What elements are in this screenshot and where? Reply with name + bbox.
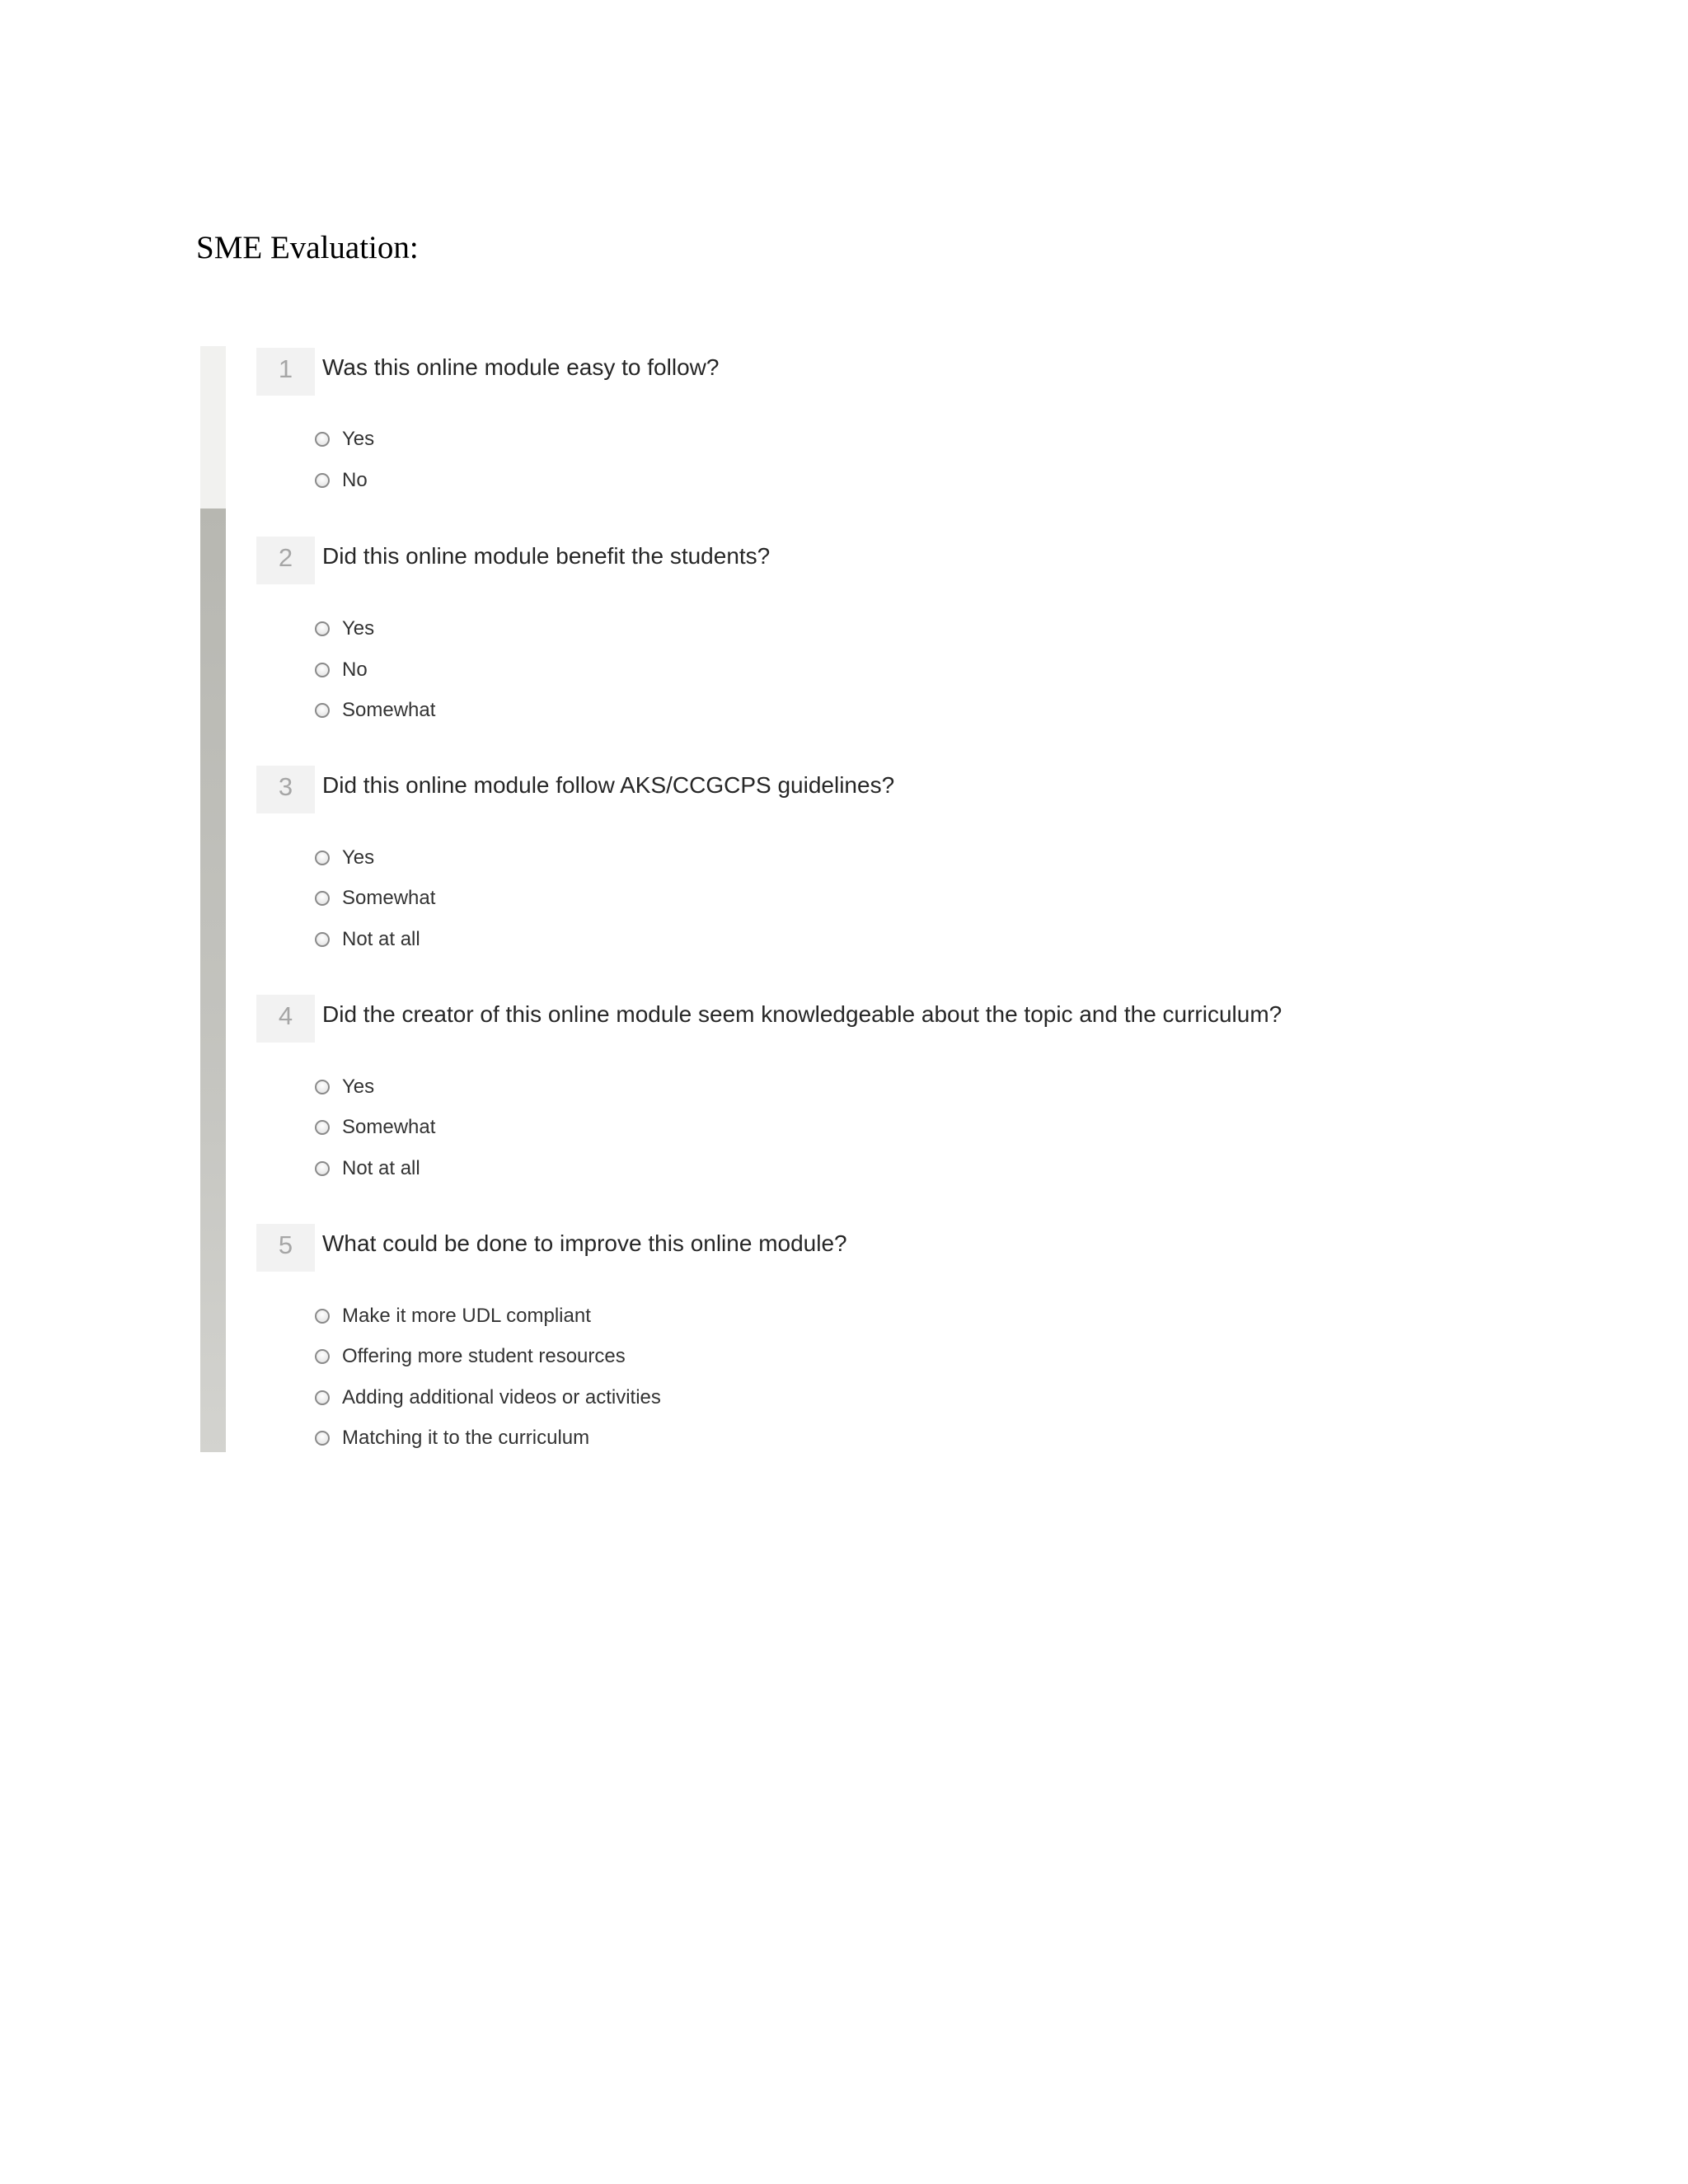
option-label: Somewhat (342, 699, 436, 721)
radio-button-icon[interactable] (315, 1349, 330, 1364)
option-label: Yes (342, 617, 375, 640)
question-number: 3 (256, 766, 315, 813)
survey-panel (200, 346, 1437, 1451)
radio-button-icon[interactable] (315, 1120, 330, 1135)
question-text: Did the creator of this online module seem knowledgeable about the topic and the curriculum? (322, 1001, 1282, 1027)
radio-button-icon[interactable] (315, 621, 330, 636)
option-label: Somewhat (342, 887, 436, 909)
radio-button-icon[interactable] (315, 1161, 330, 1176)
question-text: What could be done to improve this online module? (322, 1230, 847, 1256)
question-text: Did this online module follow AKS/CCGCPS guidelines? (322, 772, 895, 798)
radio-button-icon[interactable] (315, 703, 330, 718)
radio-button-icon[interactable] (315, 473, 330, 488)
question-text: Was this online module easy to follow? (322, 354, 720, 380)
option-label: Not at all (342, 1157, 420, 1179)
option-label: Not at all (342, 928, 420, 950)
question-number: 1 (256, 348, 315, 396)
scrollbar-thumb[interactable] (200, 509, 226, 1452)
option-label: Make it more UDL compliant (342, 1305, 591, 1327)
option-label: Yes (342, 846, 375, 869)
question-number: 2 (256, 537, 315, 584)
scrollbar-track[interactable] (200, 346, 226, 1452)
option-label: Somewhat (342, 1116, 436, 1138)
option-label: Offering more student resources (342, 1345, 626, 1367)
option-label: Matching it to the curriculum (342, 1427, 590, 1449)
page-title: SME Evaluation: (196, 230, 419, 265)
radio-button-icon[interactable] (315, 1080, 330, 1094)
option-label: No (342, 469, 368, 491)
question-text: Did this online module benefit the students? (322, 543, 771, 569)
radio-button-icon[interactable] (315, 1431, 330, 1446)
option-label: Yes (342, 1076, 375, 1098)
radio-button-icon[interactable] (315, 1390, 330, 1405)
option-label: No (342, 658, 368, 681)
radio-button-icon[interactable] (315, 663, 330, 677)
option-label: Adding additional videos or activities (342, 1386, 661, 1408)
radio-button-icon[interactable] (315, 891, 330, 906)
radio-button-icon[interactable] (315, 432, 330, 447)
radio-button-icon[interactable] (315, 932, 330, 947)
question-number: 4 (256, 995, 315, 1043)
radio-button-icon[interactable] (315, 1309, 330, 1324)
option-label: Yes (342, 428, 375, 450)
radio-button-icon[interactable] (315, 851, 330, 865)
question-number: 5 (256, 1224, 315, 1272)
